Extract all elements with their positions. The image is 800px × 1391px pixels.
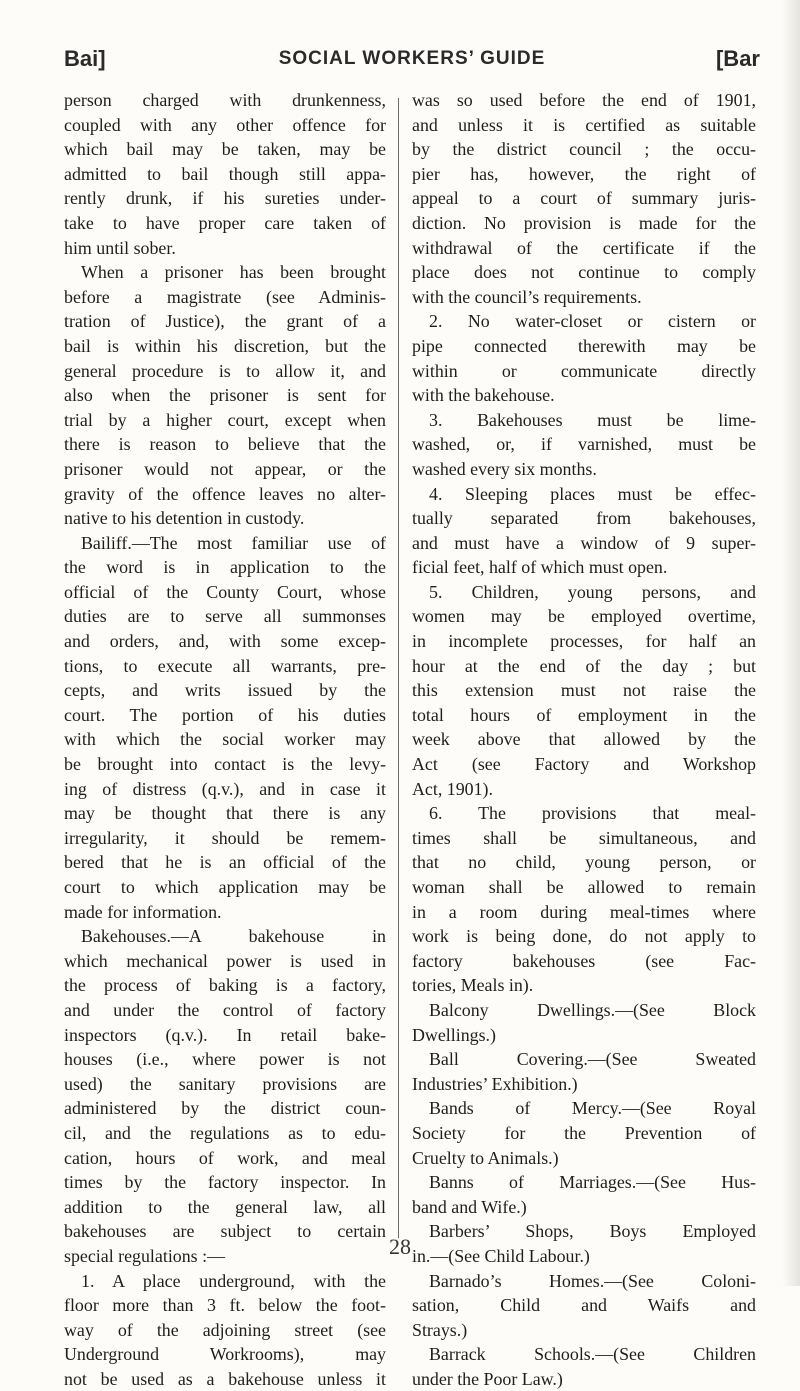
text-line: which bail may be taken, may be — [64, 139, 386, 160]
text-line: cation, hours of work, and meal — [64, 1147, 386, 1168]
text-line: person charged with drunkenness, — [64, 90, 386, 110]
text-line: this extension must not raise the — [412, 680, 756, 701]
entry-bakehouses: Bakehouses.—A bakehouse in — [81, 926, 386, 947]
text-line: inspectors (q.v.). In retail bake- — [64, 1024, 386, 1045]
text-line: cil, and the regulations as to edu- — [64, 1122, 386, 1143]
text-line: bered that he is an official of the — [64, 852, 386, 873]
text-line: ing of distress (q.v.), and in case it — [64, 778, 386, 799]
text-line: Underground Workrooms), may — [64, 1344, 386, 1365]
text-line: Dwellings.) — [412, 1024, 496, 1045]
text-line: total hours of employment in the — [412, 704, 756, 725]
entry-balcony-dwellings: Balcony Dwellings.—(See Block — [429, 999, 756, 1020]
text-line: with the bakehouse. — [412, 385, 555, 406]
text-line: ficial feet, half of which must open. — [412, 557, 668, 578]
text-line: houses (i.e., where power is not — [64, 1049, 386, 1070]
text-line: place does not continue to comply — [412, 262, 756, 283]
text-line: gravity of the offence leaves no alter- — [64, 483, 386, 504]
text-line: washed, or, if varnished, must be — [412, 434, 756, 455]
text-line: native to his detention in custody. — [64, 508, 305, 529]
text-line: addition to the general law, all — [64, 1196, 386, 1217]
text-line: woman shall be allowed to remain — [412, 877, 756, 897]
text-line: way of the adjoining street (see — [64, 1319, 386, 1340]
text-line: prisoner would not appear, or the — [64, 458, 386, 479]
text-line: trial by a higher court, except when — [64, 409, 386, 430]
text-line: special regulations :— — [64, 1245, 225, 1266]
text-line: take to have proper care taken of — [64, 212, 386, 233]
header-right-catchword: [Bar — [715, 46, 760, 71]
text-line: court. The portion of his duties — [64, 704, 386, 725]
entry-ball-covering: Ball Covering.—(See Sweated — [429, 1049, 756, 1070]
page-number: 28 — [389, 1234, 411, 1259]
text-line: under the Poor Law.) — [412, 1368, 563, 1389]
left-column — [64, 88, 386, 1391]
text-line: general procedure is to allow it, and — [64, 360, 386, 381]
text-line: which mechanical power is used in — [64, 950, 386, 971]
text-line: 6. The provisions that meal- — [429, 803, 756, 824]
text-line: 3. Bakehouses must be lime- — [429, 409, 756, 430]
text-line: may be thought that there is any — [64, 803, 386, 824]
text-line: Society for the Prevention of — [412, 1122, 756, 1143]
text-line: that no child, young person, or — [412, 852, 756, 873]
text-line: and under the control of factory — [64, 999, 386, 1020]
text-line: diction. No provision is made for the — [412, 212, 756, 233]
text-line: tration of Justice), the grant of a — [64, 311, 386, 332]
text-line: not be used as a bakehouse unless it — [64, 1368, 386, 1389]
text-line: bail is within his discretion, but the — [64, 335, 386, 356]
text-line: rently drunk, if his sureties under- — [64, 188, 386, 209]
running-head — [64, 46, 760, 86]
text-line: Act (see Factory and Workshop — [412, 754, 756, 775]
text-line: with which the social worker may — [64, 729, 386, 750]
text-line: work is being done, do not apply to — [412, 926, 756, 947]
entry-barnados-homes: Barnado’s Homes.—(See Coloni- — [429, 1270, 756, 1291]
text-line: times shall be simultaneous, and — [412, 827, 756, 848]
text-line: pipe connected therewith may be — [412, 335, 756, 356]
text-line: with the council’s requirements. — [412, 286, 642, 307]
text-line: be brought into contact is the levy- — [64, 754, 386, 775]
text-line: within or communicate directly — [412, 360, 756, 381]
entry-bailiff: Bailiff.—The most familiar use of — [81, 532, 386, 553]
text-line: withdrawal of the certificate if the — [412, 237, 756, 258]
text-line: 1. A place underground, with the — [81, 1270, 386, 1291]
text-line: factory bakehouses (see Fac- — [412, 950, 756, 971]
text-line: and orders, and, with some excep- — [64, 631, 386, 652]
text-line: court to which application may be — [64, 877, 386, 897]
text-line: Strays.) — [412, 1319, 468, 1340]
entry-bands-of-mercy: Bands of Mercy.—(See Royal — [429, 1098, 756, 1119]
entry-barbers-shops: Barbers’ Shops, Boys Employed — [429, 1221, 756, 1242]
text-line: the process of baking is a factory, — [64, 975, 386, 996]
text-line: before a magistrate (see Adminis- — [64, 286, 386, 307]
text-line: pier has, however, the right of — [412, 163, 756, 184]
text-line: tions, to execute all warrants, pre- — [64, 655, 386, 676]
text-line: in a room during meal-times where — [412, 901, 756, 922]
text-line: coupled with any other offence for — [64, 114, 386, 135]
text-line: band and Wife.) — [412, 1196, 527, 1217]
text-line: administered by the district coun- — [64, 1098, 386, 1119]
text-line: made for information. — [64, 901, 222, 922]
text-line: bakehouses are subject to certain — [64, 1221, 386, 1242]
text-line: cepts, and writs issued by the — [64, 680, 386, 701]
text-line: official of the County Court, whose — [64, 581, 386, 602]
text-line: appeal to a court of summary juris- — [412, 188, 756, 209]
text-line: by the district council ; the occu- — [412, 139, 756, 160]
entry-banns-of-marriages: Banns of Marriages.—(See Hus- — [429, 1172, 756, 1193]
text-line: and unless it is certified as suitable — [412, 114, 756, 135]
text-line: and must have a window of 9 super- — [412, 532, 756, 553]
text-line: floor more than 3 ft. below the foot- — [64, 1295, 386, 1316]
text-line: there is reason to believe that the — [64, 434, 386, 455]
right-column — [412, 88, 756, 1391]
text-line: times by the factory inspector. In — [64, 1172, 386, 1193]
text-line: When a prisoner has been brought — [81, 262, 386, 283]
text-line: also when the prisoner is sent for — [64, 385, 386, 406]
text-line: women may be employed overtime, — [412, 606, 756, 627]
text-line: Cruelty to Animals.) — [412, 1147, 559, 1168]
text-line: week above that allowed by the — [412, 729, 756, 750]
text-line: duties are to serve all summonses — [64, 606, 386, 627]
text-line: 5. Children, young persons, and — [429, 581, 756, 602]
column-rule — [398, 98, 399, 1238]
text-line: Industries’ Exhibition.) — [412, 1073, 578, 1094]
header-title: SOCIAL WORKERS’ GUIDE — [278, 48, 546, 69]
text-line: 4. Sleeping places must be effec- — [429, 483, 756, 504]
text-line: hour at the end of the day ; but — [412, 655, 756, 676]
text-line: in incomplete processes, for half an — [412, 631, 756, 652]
text-line: was so used before the end of 1901, — [412, 90, 756, 110]
header-left-catchword: Bai] — [64, 46, 106, 71]
text-line: sation, Child and Waifs and — [412, 1295, 756, 1316]
text-line: irregularity, it should be remem- — [64, 827, 386, 848]
text-line: in.—(See Child Labour.) — [412, 1245, 590, 1266]
text-line: used) the sanitary provisions are — [64, 1073, 386, 1094]
text-line: washed every six months. — [412, 458, 597, 479]
text-line: tually separated from bakehouses, — [412, 508, 756, 529]
text-line: admitted to bail though still appa- — [64, 163, 386, 184]
text-line: Act, 1901). — [412, 778, 493, 799]
text-line: him until sober. — [64, 237, 176, 258]
entry-barrack-schools: Barrack Schools.—(See Children — [429, 1344, 756, 1365]
text-line: 2. No water-closet or cistern or — [429, 311, 756, 332]
text-line: the word is in application to the — [64, 557, 386, 578]
text-line: tories, Meals in). — [412, 975, 534, 996]
page-edge-shadow — [782, 0, 800, 1286]
